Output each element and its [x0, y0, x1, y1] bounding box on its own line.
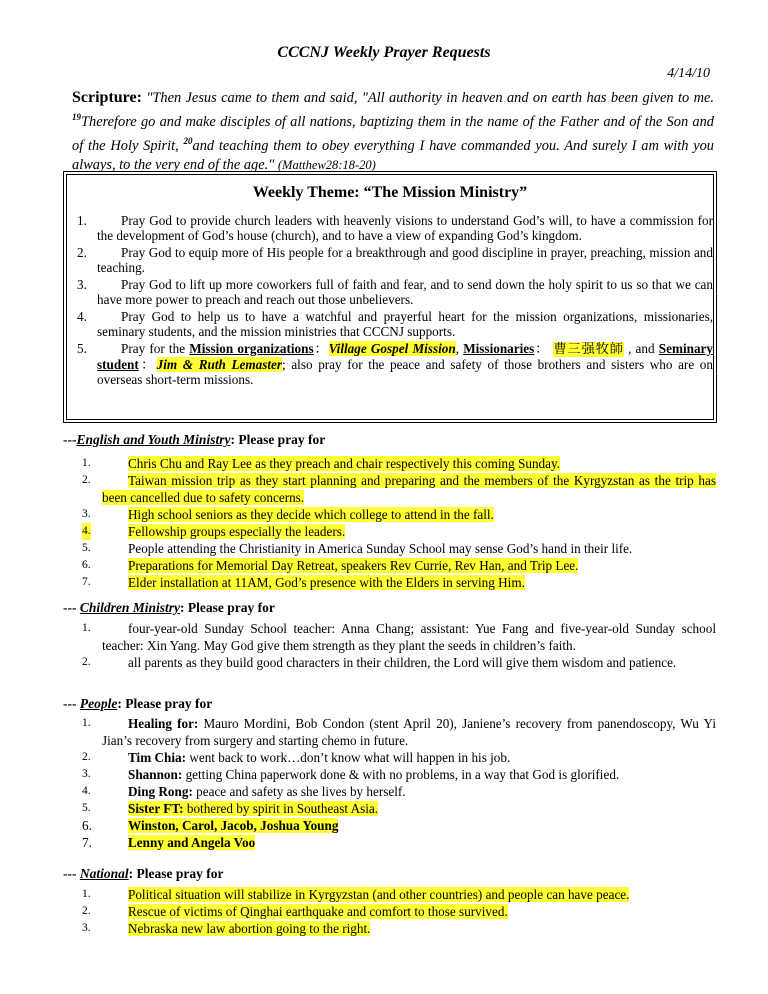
list-item: 4. Ding Rong: peace and safety as she lives by herself. — [82, 784, 406, 799]
list-item: 1. Political situation will stabilize in Kyrgyzstan (and other countries) and people can have peace. — [82, 887, 630, 902]
weekly-theme-box — [63, 171, 717, 423]
theme-item: 2. Pray God to equip more of His people for a breakthrough and good discipline in prayer, preaching, mission and teaching. — [77, 245, 713, 275]
list-item: 2. Tim Chia: went back to work…don’t know what will happen in his job. — [82, 750, 511, 765]
people-list — [82, 715, 716, 851]
list-item: 2. all parents as they build good characters in their children, the Lord will give them wisdom and patience. — [82, 655, 677, 670]
national-heading: --- National: Please pray for — [63, 866, 224, 881]
list-item: 7. Lenny and Angela Voo — [82, 835, 256, 850]
theme-item: 1. Pray God to provide church leaders with heavenly visions to understand God’s will, to have a commission for the development of God’s house (church), and to have a view of expanding God’s kingdom. — [77, 213, 713, 243]
list-item: 1. Chris Chu and Ray Lee as they preach and chair respectively this coming Sunday. — [82, 456, 561, 471]
list-item: 3. Nebraska new law abortion going to the right. — [82, 921, 371, 936]
list-item: 7. Elder installation at 11AM, God’s presence with the Elders in serving Him. — [82, 575, 525, 590]
list-item: 1. four-year-old Sunday School teacher: Anna Chang; assistant: Yue Fang and five-year-old Sunday school teacher: Xin Yang. May God give them strength as they plant the seeds in children’s faith. — [82, 621, 716, 653]
missionaries-value: 曹三强牧師 — [553, 342, 624, 357]
list-item: 2. Rescue of victims of Qinghai earthquake and comfort to those survived. — [82, 904, 508, 919]
list-item: 6. Winston, Carol, Jacob, Joshua Young — [82, 818, 339, 833]
document-date: 4/14/10 — [667, 66, 710, 81]
scripture-label: Scripture — [72, 89, 137, 106]
children-ministry-heading: --- Children Ministry: Please pray for — [63, 600, 275, 615]
national-list — [82, 886, 716, 937]
list-item: 6. Preparations for Memorial Day Retreat, speakers Rev Currie, Rev Han, and Trip Lee. — [82, 558, 579, 573]
list-item: 5. Sister FT: bothered by spirit in Southeast Asia. — [82, 801, 379, 816]
list-item: 3. Shannon: getting China paperwork done & with no problems, in a way that God is glorified. — [82, 767, 620, 782]
document-title: CCCNJ Weekly Prayer Requests — [277, 44, 491, 61]
list-item: 4. Fellowship groups especially the leaders. — [82, 524, 346, 539]
mission-organization-value: Village Gospel Mission — [328, 341, 456, 356]
list-item: 3. High school seniors as they decide which college to attend in the fall. — [82, 507, 494, 522]
scripture-passage: Scripture: "Then Jesus came to them and said, "All authority in heaven and on earth has been given to me. $^{19}$Therefore go and make disciples of all nations, baptizing them in the name of the Father and of the Son and of the Holy Spirit, $^{20}$and teaching them to obey everything I have commanded you. And surely I am with you always, to the very end of the age." (Matthew28:18-20) — [72, 89, 714, 173]
weekly-theme-list — [73, 213, 713, 389]
seminary-student-value: Jim & Ruth Lemaster — [156, 357, 283, 372]
theme-item: 4. Pray God to help us to have a watchful and prayerful heart for the mission organizations, missionaries, seminary students, and the mission ministries that CCCNJ supports. — [77, 309, 713, 339]
theme-item: 3. Pray God to lift up more coworkers full of faith and fear, and to send down the holy spirit to us so that we can have more power to preach and reach out those unbelievers. — [77, 277, 713, 307]
missionaries-label: Missionaries — [463, 341, 535, 356]
weekly-theme-title: Weekly Theme: “The Mission Ministry” — [252, 184, 528, 201]
list-item: 1. Healing for: Mauro Mordini, Bob Condon (stent April 20), Janiene’s recovery from panendoscopy, Wu Yi Jian’s recovery from surgery and starting chemo in future. — [82, 716, 716, 748]
list-item: 5. People attending the Christianity in America Sunday School may sense God’s hand in their life. — [82, 541, 633, 556]
scripture-reference: (Matthew28:18-20) — [277, 157, 376, 172]
theme-item: 5. Pray for the Mission organizations：Village Gospel Mission, Missionaries： 曹三强牧師 , and Seminary student：Jim & Ruth Lemaster; also pray for the peace and safety of those brothers and sisters who are on overseas short-term missions. — [77, 341, 714, 387]
english-youth-heading: ---English and Youth Ministry: Please pray for — [63, 432, 326, 447]
seminary-student-label: Seminary student — [97, 341, 714, 372]
english-youth-list — [82, 455, 716, 591]
list-item: 2. Taiwan mission trip as they start planning and preparing and the members of the Kyrgyzstan as the trip has been cancelled due to safety concerns. — [82, 473, 716, 505]
children-ministry-list — [82, 620, 716, 671]
mission-organizations-label: Mission organizations — [189, 341, 314, 356]
people-heading: --- People: Please pray for — [63, 696, 213, 711]
